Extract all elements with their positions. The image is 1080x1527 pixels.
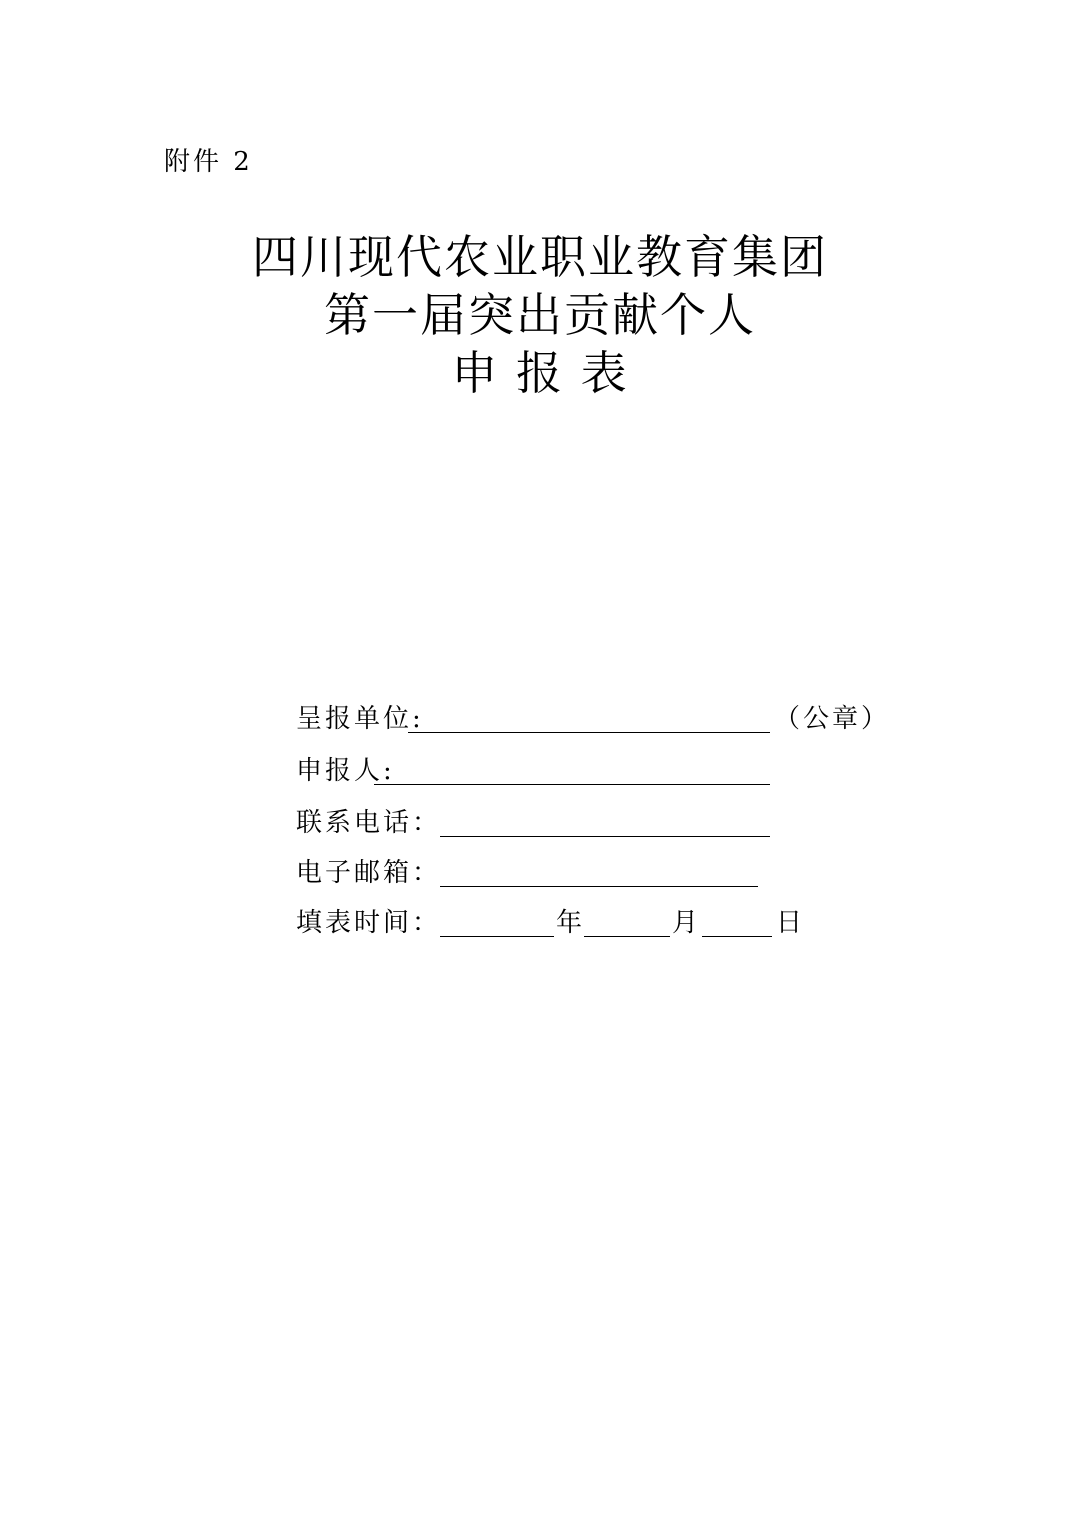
applicant-row [296,754,776,788]
day-blank[interactable] [702,936,772,937]
title-line-3: 申 报 表 [451,346,629,400]
phone-row [296,806,776,840]
reporting-unit-label: 呈报单位: [296,704,424,734]
month-label: 月 [672,908,702,938]
fill-date-label: 填表时间： [296,908,442,938]
year-blank[interactable] [440,936,554,937]
attachment-label: 附件 2 [164,147,253,177]
reporting-unit-row [296,702,896,736]
applicant-label: 申报人: [296,756,395,786]
fill-date-row [296,906,816,940]
title-line-1: 四川现代农业职业教育集团 [252,230,828,284]
reporting-unit-blank[interactable] [408,732,770,733]
email-row [296,856,776,890]
email-label: 电子邮箱： [296,858,442,888]
official-seal-note: （公章） [774,704,891,734]
email-blank[interactable] [440,886,758,887]
day-label: 日 [776,908,806,938]
phone-label: 联系电话： [296,808,442,838]
phone-blank[interactable] [440,836,770,837]
title-line-2: 第一届突出贡献个人 [324,288,756,342]
year-label: 年 [556,908,586,938]
month-blank[interactable] [584,936,670,937]
applicant-blank[interactable] [374,784,770,785]
